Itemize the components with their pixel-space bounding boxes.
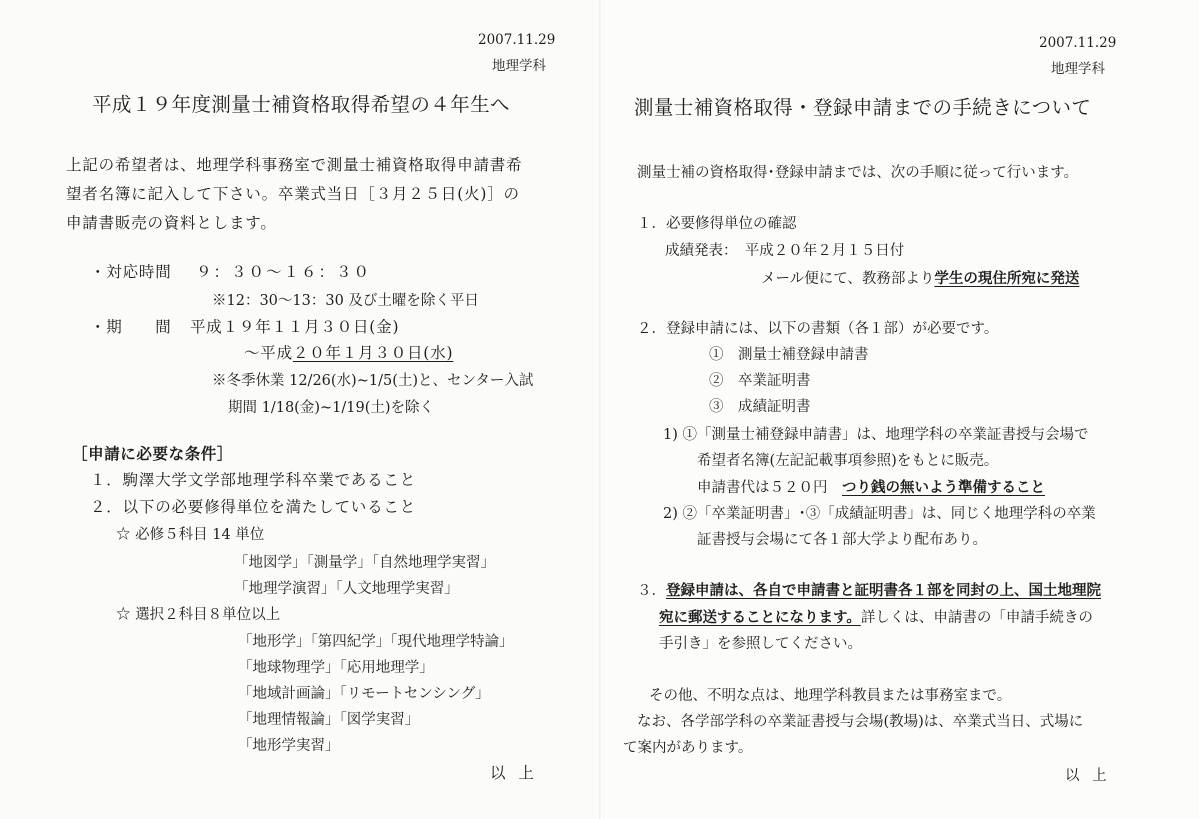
step-2-heading: ２．登録申請には、以下の書類（各１部）が必要です。	[637, 321, 999, 337]
hours-value: ９：３０～１６：３０	[196, 263, 372, 281]
step-1-delivery: メール便にて、教務部より学生の現住所宛に発送	[761, 270, 1080, 287]
right-intro: 測量士補の資格取得･登録申請までは、次の手順に従って行います。	[637, 165, 1079, 181]
step-2-note-1-line-2: 希望者名簿(左記記載事項参照)をもとに販売。	[697, 453, 999, 469]
elective-courses-label: ☆ 選択２科目８単位以上	[116, 607, 281, 623]
other-contact: その他、不明な点は、地理学科教員または事務室まで。	[649, 688, 1012, 704]
elective-courses-line-2: 「地球物理学」「応用地理学」	[238, 660, 434, 676]
elective-courses-line-5: 「地形学実習」	[238, 738, 340, 754]
hours-label: ・対応時間	[90, 263, 172, 281]
period-note-2: 期間 1/18(金)~1/19(土)を除く	[228, 400, 435, 416]
period-start: 平成１９年１１月３０日(金)	[190, 318, 400, 336]
other-venue-line-1: なお、各学部学科の卒業証書授与会場(教場)は、卒業式当日、式場に	[637, 714, 1084, 730]
left-dept: 地理学科	[492, 58, 546, 74]
left-intro-line-3: 申請書販売の資料とします。	[66, 214, 277, 232]
right-dept: 地理学科	[1051, 61, 1105, 77]
step-2-note-2-line-1: 2) ②「卒業証明書」･③「成績証明書」は、同じく地理学科の卒業	[663, 506, 1096, 522]
step-2-document-3: ③ 成績証明書	[709, 399, 811, 415]
other-venue-line-2: て案内があります。	[623, 740, 753, 756]
right-title: 測量士補資格取得・登録申請までの手続きについて	[634, 96, 1092, 119]
left-title: 平成１９年度測量士補資格取得希望の４年生へ	[92, 93, 510, 116]
left-date: 2007.11.29	[478, 32, 556, 48]
step-1-result-date: 成績発表： 平成２０年２月１５日付	[665, 243, 905, 259]
period-label: ・期 間	[90, 318, 172, 336]
step-3-line-2: 宛に郵送することになります。詳しくは、申請書の「申請手続きの	[659, 609, 1093, 626]
required-courses-label: ☆ 必修５科目 14 単位	[116, 527, 265, 543]
step-2-document-2: ② 卒業証明書	[709, 373, 811, 389]
conditions-heading: ［申請に必要な条件］	[72, 444, 234, 463]
right-date: 2007.11.29	[1039, 35, 1117, 51]
period-end: ～平成２０年１月３０日(水)	[244, 344, 454, 362]
condition-1: １．駒澤大学文学部地理学科卒業であること	[90, 471, 417, 489]
right-closing: 以 上	[1065, 768, 1111, 784]
condition-2: ２．以下の必要修得単位を満たしていること	[90, 498, 417, 516]
required-courses-line-1: 「地図学」「測量学」「自然地理学実習」	[234, 555, 495, 571]
step-2-note-1-line-3: 申請書代は５２０円 つり銭の無いよう準備すること	[697, 479, 1045, 496]
left-closing: 以 上	[490, 764, 538, 782]
elective-courses-line-4: 「地理情報論」「図学実習」	[238, 712, 420, 728]
elective-courses-line-3: 「地域計画論」「リモートセンシング」	[238, 686, 490, 702]
left-intro-line-1: 上記の希望者は、地理学科事務室で測量士補資格取得申請書希	[66, 156, 523, 174]
period-note-1: ※冬季休業 12/26(水)~1/5(土)と、センター入試	[212, 373, 534, 389]
step-3-line-1: ３．登録申請は、各自で申請書と証明書各１部を同封の上、国土地理院	[637, 582, 1101, 599]
right-procedure-sheet	[601, 0, 1199, 819]
step-1-heading: １．必要修得単位の確認	[637, 216, 797, 232]
required-courses-line-2: 「地理学演習」「人文地理学実習」	[234, 581, 459, 597]
step-2-document-1: ① 測量士補登録申請書	[709, 347, 869, 363]
step-3-line-3: 手引き」を参照してください。	[659, 636, 862, 652]
elective-courses-line-1: 「地形学」「第四紀学」「現代地理学特論」	[238, 634, 514, 650]
left-intro-line-2: 望者名簿に記入して下さい。卒業式当日［３月２５日(火)］の	[66, 185, 520, 203]
step-2-note-1-line-1: 1) ①「測量士補登録申請書」は、地理学科の卒業証書授与会場で	[663, 427, 1089, 443]
step-2-note-2-line-2: 証書授与会場にて各１部大学より配布あり。	[697, 532, 987, 548]
hours-note: ※12：30～13：30 及び土曜を除く平日	[212, 293, 479, 309]
